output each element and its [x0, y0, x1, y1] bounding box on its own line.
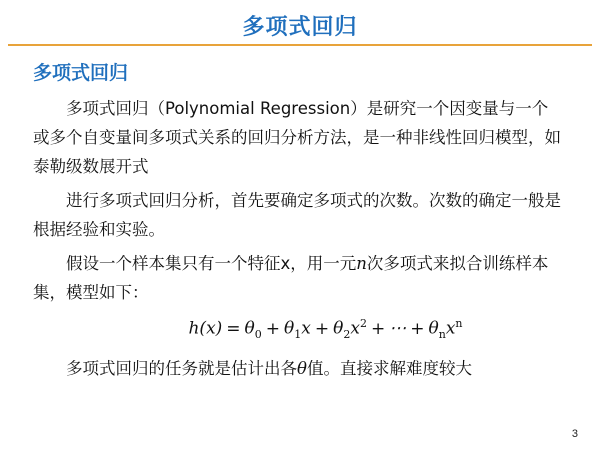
theta-1-subscript: 1 [294, 328, 302, 342]
task-text-start: 多项式回归的任务就是估计出各 [66, 359, 297, 379]
x-term-1: x [301, 318, 311, 339]
page-number: 3 [571, 428, 578, 440]
slide-title: 多项式回归 [242, 15, 358, 40]
formula-lhs: h(x) [188, 318, 223, 339]
x-term-2-exponent: 2 [359, 317, 367, 330]
assumption-text-end: 次多项式来拟合训练样本集，模型如下： [33, 254, 549, 302]
paragraph-assumption [33, 249, 563, 307]
paragraph-definition: 多项式回归（Polynomial Regression）是研究一个因变量与一个或多个自变量间多项式关系的回归分析方法，是一种非线性回归模型，如泰勒级数展开式 [33, 99, 561, 176]
theta-2: θ [333, 318, 344, 339]
theta-2-subscript: 2 [343, 328, 351, 342]
formula-plus-3: + [370, 318, 386, 339]
paragraph-task [33, 354, 563, 383]
slide-body [33, 94, 563, 388]
formula-equals: = [226, 318, 241, 339]
x-term-n-exponent: n [455, 317, 463, 330]
section-heading: 多项式回归 [33, 62, 129, 84]
assumption-text-start: 假设一个样本集只有一个特征x，用一元 [66, 254, 357, 273]
theta-0: θ [244, 318, 255, 339]
formula-plus-2: + [314, 318, 330, 339]
theta-1: θ [284, 318, 295, 339]
title-divider [8, 44, 592, 46]
x-term-n: x [445, 318, 456, 339]
paragraph-degree: 进行多项式回归分析，首先要确定多项式的次数。次数的确定一般是根据经验和实验。 [33, 191, 561, 239]
formula-ellipsis: ⋯ [389, 318, 407, 339]
task-text-end: 值。直接求解难度较大 [306, 359, 472, 379]
formula-plus-1: + [265, 318, 281, 339]
formula-plus-4: + [410, 318, 425, 339]
polynomial-formula [88, 311, 563, 348]
theta-n-subscript: n [438, 328, 446, 342]
theta-n: θ [428, 318, 439, 339]
x-term-2: x [350, 318, 360, 339]
theta-0-subscript: 0 [254, 328, 262, 342]
theta-variable: θ [297, 359, 307, 379]
degree-variable: n [356, 254, 367, 273]
